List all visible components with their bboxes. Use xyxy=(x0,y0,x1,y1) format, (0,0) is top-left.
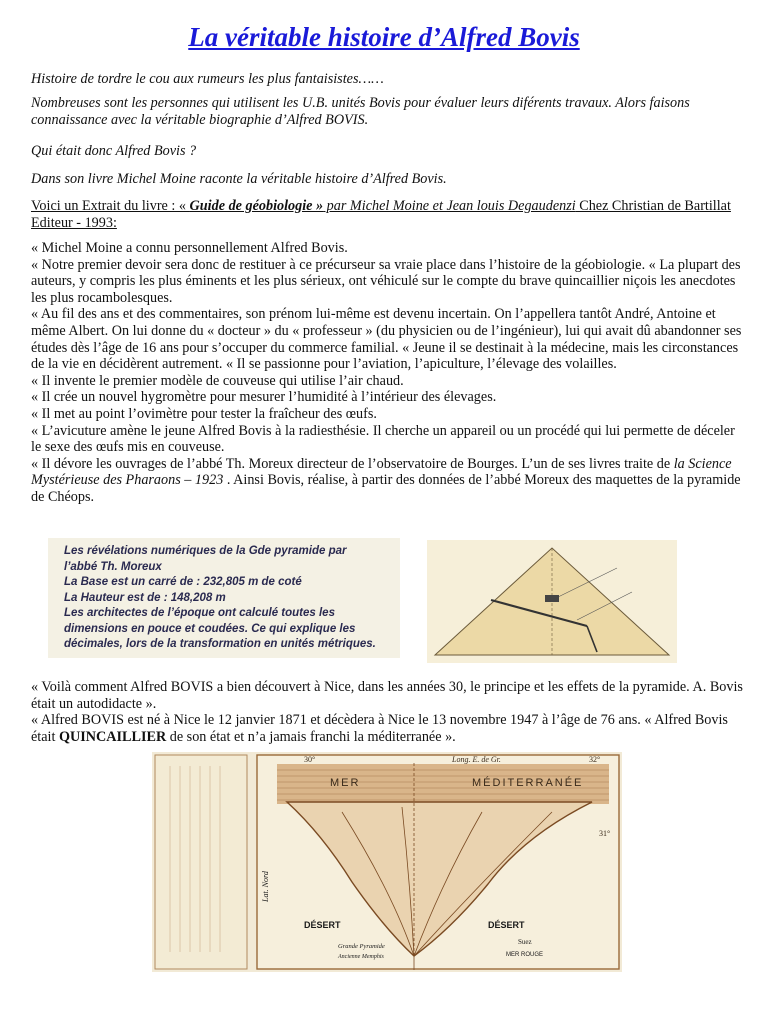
pyramid-cross-section-image xyxy=(427,540,677,663)
map-degree-label: 30° xyxy=(304,755,316,764)
pyramid-chamber xyxy=(545,595,559,602)
caption-line: l’abbé Th. Moreux xyxy=(64,560,162,573)
extract-paragraph: « L’avicuture amène le jeune Alfred Bovis à la radiesthésie. Il cherche un appareil ou un procédé qui lui permette de déceler le sexe des œufs mis en couveuse. xyxy=(31,422,735,456)
nile-delta-map-image xyxy=(152,752,622,972)
moreux-book-title: la Science Mystérieuse des Pharaons – 1923 xyxy=(31,455,732,489)
after-text xyxy=(31,679,743,745)
map-desert-label: DÉSERT xyxy=(304,920,341,930)
question-line: Qui était donc Alfred Bovis ? xyxy=(31,143,197,159)
map-desert-label: DÉSERT xyxy=(488,920,525,930)
caption-line: dimensions en pouce et coudées. Ce qui explique les xyxy=(64,622,356,635)
extract-paragraph: « Michel Moine a connu personnellement Alfred Bovis. xyxy=(31,240,348,256)
after-paragraph: « Voilà comment Alfred BOVIS a bien découvert à Nice, dans les années 30, le principe et les effets de la pyramide. A. Bovis était un autodidacte ». xyxy=(31,679,743,712)
extract-publisher: Chez Christian de Bartillat Editeur - 1993: xyxy=(31,198,731,231)
moreux-text-a: « Il dévore les ouvrages de l’abbé Th. Moreux directeur de l’observatoire de Bourges. L’un de ses livres traite de xyxy=(31,455,674,472)
map-sea-label: MÉDITERRANÉE xyxy=(472,777,584,789)
extract-body xyxy=(31,240,743,506)
extract-paragraph: « Il crée un nouvel hygromètre pour mesurer l’humidité à l’intérieur des élevages. xyxy=(31,389,497,406)
extract-paragraph: « Il met au point l’ovimètre pour tester la fraîcheur des œufs. xyxy=(31,405,377,422)
map-degree-label: 31° xyxy=(599,829,611,838)
after-text-b: de son état et n’a jamais franchi la méditerranée ». xyxy=(166,728,456,745)
map-sea-label: MER xyxy=(330,777,361,789)
map-latitude-label: Lat. Nord xyxy=(261,871,270,902)
after-paragraph xyxy=(31,712,743,745)
extract-paragraph: « Il invente le premier modèle de couveuse qui utilise l’air chaud. xyxy=(31,372,404,389)
intro-line: Histoire de tordre le cou aux rumeurs les plus fantaisistes…… xyxy=(31,71,384,87)
extract-book-title: Guide de géobiologie » xyxy=(189,198,324,214)
map-pyramid-label: Grande Pyramide xyxy=(338,943,385,950)
page-title: La véritable histoire d’Alfred Bovis xyxy=(188,22,580,52)
pyramid-caption-text xyxy=(48,538,400,653)
intro-line-2: Dans son livre Michel Moine raconte la véritable histoire d’Alfred Bovis. xyxy=(31,171,447,187)
map-side-panel xyxy=(155,755,247,969)
moreux-text-b: . Ainsi Bovis, réalise, à partir des données de l’abbé Moreux des maquettes de la pyramide de Chéops. xyxy=(31,472,741,505)
caption-line: La Base est un carré de : 232,805 m de coté xyxy=(64,576,302,588)
extract-paragraph xyxy=(31,456,743,506)
map-longitude-label: Long. E. de Gr. xyxy=(452,755,501,764)
extract-prefix: Voici un Extrait du livre : « xyxy=(31,198,190,214)
extract-paragraph: « Au fil des ans et des commentaires, son prénom lui-même est devenu incertain. On l’appellera tantôt André, Antoine et même Albert. On lui donne du « docteur » du « professeur » (du physicien ou de l’ingénieur), lui qui avait dû abandonner ses études dès l’âge de 16 ans pour s’occuper du commerce familial. « Jeune il se destinait à la médecine, mais les circonstances de la vie en décidèrent autrement. « Il se passionne pour l’aviation, l’apiculture, l’élevage des volailles. xyxy=(31,306,742,373)
map-memphis-label: Ancienne Memphis xyxy=(338,954,384,960)
after-bold-word: QUINCAILLIER xyxy=(58,728,167,745)
map-degree-label: 32° xyxy=(589,755,601,764)
extract-heading xyxy=(31,198,743,231)
map-red-sea-label: MER ROUGE xyxy=(506,952,544,958)
extract-authors: par Michel Moine et Jean louis Degaudenzi xyxy=(323,198,576,214)
caption-line: décimales, lors de la transformation en unités métriques. xyxy=(64,638,376,650)
caption-line: Les architectes de l’époque ont calculé toutes les xyxy=(64,607,335,619)
caption-line: La Hauteur est de : 148,208 m xyxy=(64,591,226,604)
caption-line: Les révélations numériques de la Gde pyramide par xyxy=(64,545,347,557)
map-suez-label: Suez xyxy=(518,938,532,946)
pyramid-caption xyxy=(48,538,400,658)
after-text-a: « Alfred BOVIS est né à Nice le 12 janvier 1871 et décèdera à Nice le 13 novembre 1947 à l’âge de 76 ans. « Alfred Bovis était xyxy=(31,712,728,745)
intro-paragraph: Nombreuses sont les personnes qui utilisent les U.B. unités Bovis pour évaluer leurs diférents travaux. Alors faisons connaissance avec la véritable biographie d’Alfred BOVIS. xyxy=(31,95,690,128)
extract-paragraph: « Notre premier devoir sera donc de restituer à ce précurseur sa vraie place dans l’histoire de la géobiologie. « La plupart des auteurs, y compris les plus éminents et les plus sérieux, ont véhiculé sur le compte du brave quincaillier niçois les anecdotes les plus rocambolesques. xyxy=(31,256,741,306)
